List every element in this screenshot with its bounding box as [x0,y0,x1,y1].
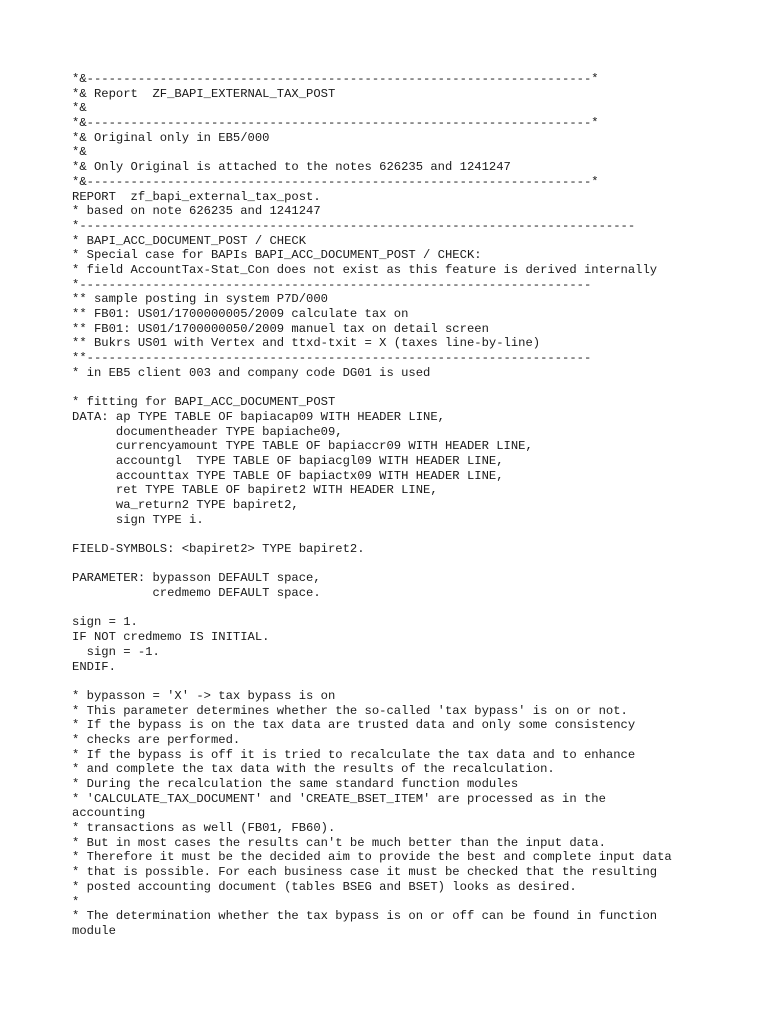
code-line: documentheader TYPE bapiache09, [72,424,343,439]
code-line: * that is possible. For each business case it must be checked that the resulting [72,865,658,880]
code-line: *---------------------------------------------------------------------------- [72,218,636,233]
code-line: PARAMETER: bypasson DEFAULT space, [72,571,321,586]
code-line: * and complete the tax data with the results of the recalculation. [72,762,555,777]
code-line: ** FB01: US01/1700000005/2009 calculate tax on [72,307,409,321]
code-line [72,557,752,572]
code-line [72,527,752,542]
code-line: accountgl TYPE TABLE OF bapiacgl09 WITH HEADER LINE, [72,453,504,468]
code-line: wa_return2 TYPE bapiret2, [72,497,299,512]
code-line: * bypasson = 'X' -> tax bypass is on [72,688,336,703]
code-line: * Special case for BAPIs BAPI_ACC_DOCUMENT_POST / CHECK: [72,248,482,263]
code-line: *& [72,145,87,160]
code-line: * checks are performed. [72,732,241,747]
code-line: *& Original only in EB5/000 [72,130,270,145]
code-line: * BAPI_ACC_DOCUMENT_POST / CHECK [72,233,307,248]
code-line: REPORT zf_bapi_external_tax_post. [72,189,321,204]
code-line: ** FB01: US01/1700000050/2009 manuel tax on detail screen [72,321,489,336]
code-line: ** sample posting in system P7D/000 [72,292,328,307]
code-line: * This parameter determines whether the so-called 'tax bypass' is on or not. [72,703,628,718]
code-line: * If the bypass is off it is tried to recalculate the tax data and to enhance [72,747,636,762]
code-line: module [72,923,116,938]
code-line: ** Bukrs US01 with Vertex and ttxd-txit = X (taxes line-by-line) [72,336,541,351]
code-line: ret TYPE TABLE OF bapiret2 WITH HEADER LINE, [72,483,438,498]
code-line: * transactions as well (FB01, FB60). [72,821,336,836]
code-line: * The determination whether the tax bypass is on or off can be found in function [72,909,658,924]
code-line: sign = -1. [72,644,160,659]
code-line: sign = 1. [72,615,138,630]
code-line: *& Only Original is attached to the notes 626235 and 1241247 [72,160,511,175]
code-line [72,601,752,616]
code-line [72,674,752,689]
code-line: * fitting for BAPI_ACC_DOCUMENT_POST [72,395,336,410]
code-line: IF NOT credmemo IS INITIAL. [72,630,270,645]
code-line: *& [72,101,87,116]
code-line: *&---------------------------------------------------------------------* [72,116,599,131]
code-line: * field AccountTax-Stat_Con does not exist as this feature is derived internally [72,262,658,277]
code-line: sign TYPE i. [72,512,204,527]
code-line [72,380,752,395]
code-line: accounting [72,806,146,821]
code-line: * based on note 626235 and 1241247 [72,204,321,219]
code-line: DATA: ap TYPE TABLE OF bapiacap09 WITH HEADER LINE, [72,409,445,424]
code-line: * 'CALCULATE_TAX_DOCUMENT' and 'CREATE_BSET_ITEM' are processed as in the [72,791,606,806]
code-line: * But in most cases the results can't be much better than the input data. [72,835,606,850]
code-line: *&---------------------------------------------------------------------* [72,174,599,189]
code-line: * If the bypass is on the tax data are trusted data and only some consistency [72,718,636,733]
code-line: **--------------------------------------------------------------------- [72,351,592,366]
code-line: * Therefore it must be the decided aim to provide the best and complete input data [72,850,672,865]
code-line: accounttax TYPE TABLE OF bapiactx09 WITH HEADER LINE, [72,468,504,483]
code-line: credmemo DEFAULT space. [72,586,321,601]
code-line: *& Report ZF_BAPI_EXTERNAL_TAX_POST [72,86,336,101]
code-line: * [72,894,80,909]
code-line: FIELD-SYMBOLS: <bapiret2> TYPE bapiret2. [72,542,365,556]
abap-source-code [72,72,752,939]
code-line: *---------------------------------------------------------------------- [72,277,592,292]
code-line: *&---------------------------------------------------------------------* [72,72,599,86]
code-line: * posted accounting document (tables BSEG and BSET) looks as desired. [72,879,577,894]
code-line: * in EB5 client 003 and company code DG01 is used [72,365,431,380]
code-line: ENDIF. [72,659,116,674]
code-line: currencyamount TYPE TABLE OF bapiaccr09 WITH HEADER LINE, [72,439,533,454]
code-line: * During the recalculation the same standard function modules [72,777,519,791]
